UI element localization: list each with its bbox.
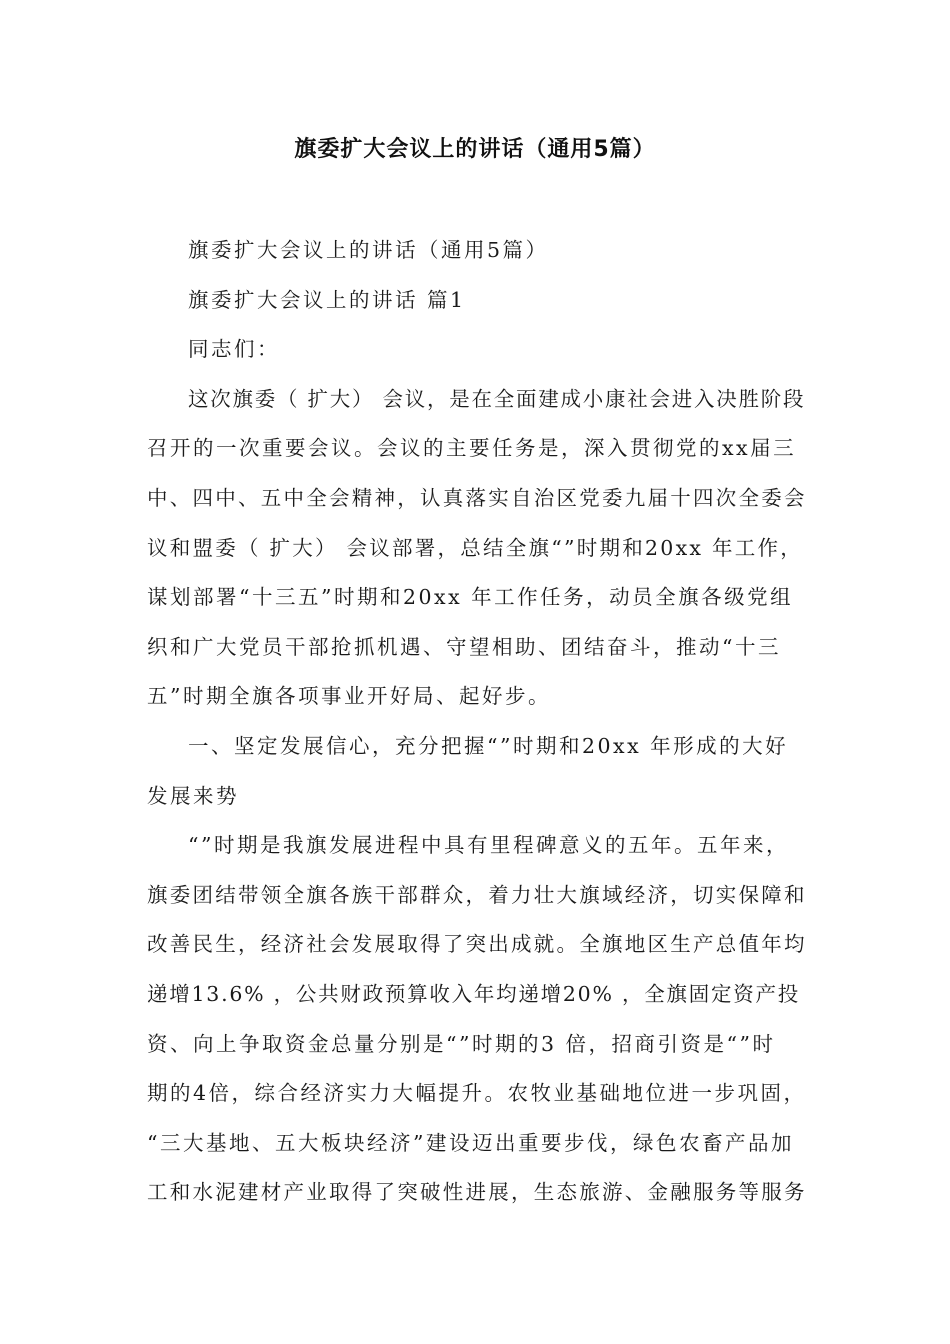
document-body — [147, 226, 807, 1218]
paragraph-line: “三大基地、五大板块经济”建设迈出重要步伐，绿色农畜产品加 — [147, 1130, 794, 1155]
document-title: 旗委扩大会议上的讲话（通用5篇） — [294, 137, 656, 162]
paragraph-line: 期的4倍，综合经济实力大幅提升。农牧业基础地位进一步巩固， — [147, 1081, 807, 1106]
paragraph-line: 一、坚定发展信心，充分把握“”时期和20xx 年形成的大好 — [188, 733, 789, 758]
paragraph-line: 这次旗委（ 扩大） 会议，是在全面建成小康社会进入决胜阶段 — [188, 386, 806, 411]
paragraph-line: 谋划部署“十三五”时期和20xx 年工作任务，动员全旗各级党组 — [147, 585, 794, 610]
paragraph-line: 旗委团结带领全旗各族干部群众，着力壮大旗域经济，切实保障和 — [147, 882, 807, 907]
paragraph-line: 改善民生，经济社会发展取得了突出成就。全旗地区生产总值年均 — [147, 932, 807, 957]
paragraph-line: 资、向上争取资金总量分别是“”时期的3 倍，招商引资是“”时 — [147, 1031, 776, 1056]
paragraph-line: 织和广大党员干部抢抓机遇、守望相助、团结奋斗，推动“十三 — [147, 634, 781, 659]
paragraph-line: 同志们： — [188, 337, 280, 362]
paragraph-line: 旗委扩大会议上的讲话（通用5篇） — [188, 238, 549, 262]
paragraph-line: 议和盟委（ 扩大） 会议部署，总结全旗“”时期和20xx 年工作， — [147, 535, 803, 560]
paragraph-line: 发展来势 — [147, 783, 239, 808]
paragraph-line: 召开的一次重要会议。会议的主要任务是，深入贯彻党的xx届三 — [147, 436, 797, 461]
paragraph-line: 五”时期全旗各项事业开好局、起好步。 — [147, 684, 551, 709]
paragraph-line: “”时期是我旗发展进程中具有里程碑意义的五年。五年来， — [188, 833, 789, 858]
paragraph-line: 工和水泥建材产业取得了突破性进展，生态旅游、金融服务等服务 — [147, 1180, 807, 1205]
paragraph-line: 中、四中、五中全会精神，认真落实自治区党委九届十四次全委会 — [147, 485, 807, 510]
paragraph-line: 旗委扩大会议上的讲话 篇1 — [188, 287, 466, 312]
paragraph-line: 递增13.6% ，公共财政预算收入年均递增20% ，全旗固定资产投 — [147, 981, 800, 1006]
